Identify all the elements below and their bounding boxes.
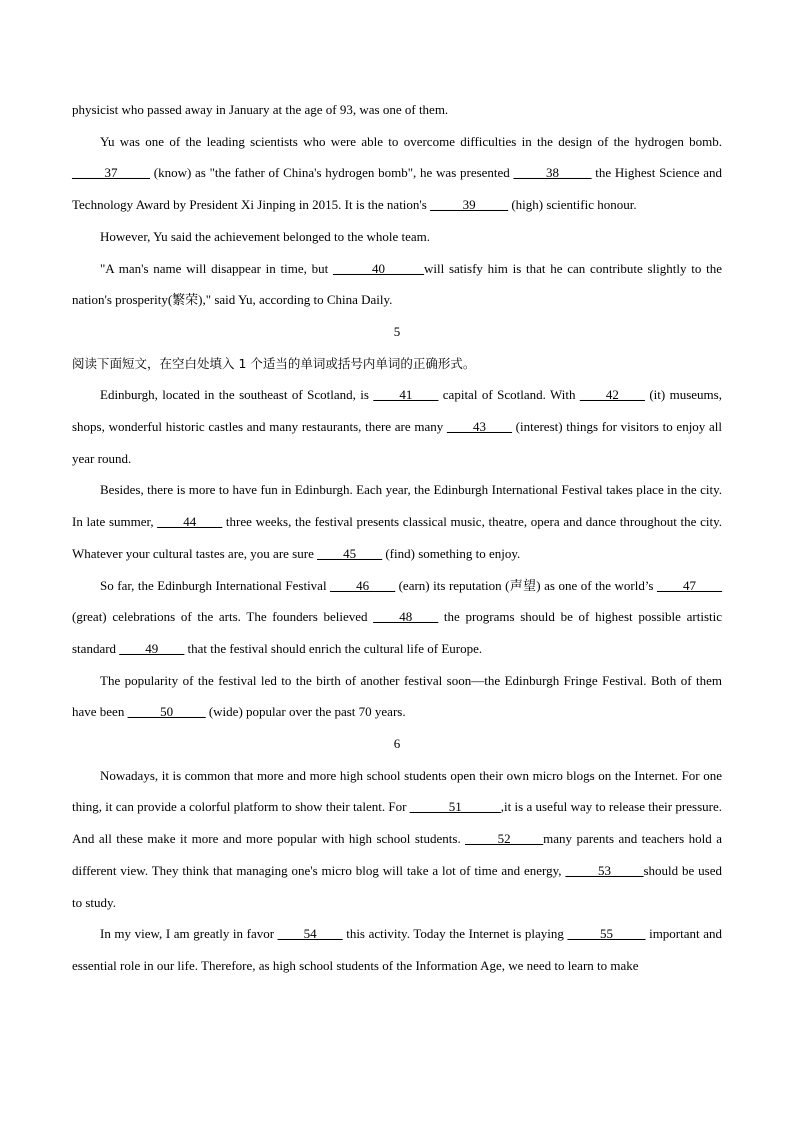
- blank-40[interactable]: ______40______: [332, 260, 424, 276]
- blank-49[interactable]: ____49____: [119, 640, 185, 656]
- blank-43[interactable]: ____43____: [446, 419, 512, 435]
- paragraph: physicist who passed away in January at the age of 93, was one of them.: [72, 102, 449, 117]
- blank-52[interactable]: _____52_____: [465, 831, 544, 847]
- blank-38[interactable]: _____38_____: [513, 165, 592, 181]
- blank-39[interactable]: _____39_____: [430, 197, 509, 213]
- paragraph: Besides, there is more to have fun in Edinburgh. Each year, the Edinburgh International Festival takes place in the city. In late summer, ____44____ three weeks, the festival presents classical music, theatre, opera and dance throughout the city. Whatever your cultural tastes are, you are sure ____45____ (find) something to enjoy.: [72, 482, 722, 561]
- paragraph: "A man's name will disappear in time, but ______40______will satisfy him is that he can contribute slightly to the nation's prosperity(繁荣)," said Yu, according to China Daily.: [72, 260, 722, 308]
- blank-53[interactable]: _____53_____: [565, 862, 644, 878]
- paragraph: So far, the Edinburgh International Festival ____46____ (earn) its reputation (声望) as one of the world’s ____47____ (great) celebrations of the arts. The founders believed ____48____ the programs should be of highest possible artistic standard ____49____ that the festival should enrich the cultural life of Europe.: [72, 577, 723, 656]
- instruction: 阅读下面短文，在空白处填入 1 个适当的单词或括号内单词的正确形式。: [72, 355, 476, 371]
- paragraph: The popularity of the festival led to the birth of another festival soon—the Edinburgh Fringe Festival. Both of them have been _____50_____ (wide) popular over the past 70 years.: [72, 672, 722, 720]
- paragraph: In my view, I am greatly in favor ____54____ this activity. Today the Internet is playing _____55_____ important and essential role in our life. Therefore, as high school students of the Information Age, we need to learn to make: [72, 926, 722, 973]
- section-number: 5: [393, 323, 401, 339]
- paragraph: Yu was one of the leading scientists who were able to overcome difficulties in the design of the hydrogen bomb. _____37_____ (know) as "the father of China's hydrogen bomb", he was presented _____38_____ the Highest Science and Technology Award by President Xi Jinping in 2015. It is the nation's _____39_____ (high) scientific honour.: [72, 133, 722, 213]
- paragraph: Nowadays, it is common that more and more high school students open their own micro blogs on the Internet. For one thing, it can provide a colorful platform to show their talent. For ______51______,it is a useful way to release their pressure. And all these make it more and more popular with high school students. _____52_____many parents and teachers hold a different view. They think that managing one's micro blog will take a lot of time and energy, _____53_____should be used to study.: [72, 767, 722, 910]
- paragraph: However, Yu said the achievement belonged to the whole team.: [100, 228, 431, 244]
- section-number: 6: [393, 736, 401, 752]
- blank-47[interactable]: ____47____: [657, 577, 723, 593]
- blank-51[interactable]: ______51______: [409, 799, 501, 815]
- blank-50[interactable]: _____50_____: [127, 704, 206, 720]
- blank-54[interactable]: ____54____: [277, 926, 343, 942]
- blank-42[interactable]: ____42____: [579, 387, 645, 403]
- blank-46[interactable]: ____46____: [330, 577, 396, 593]
- document-page: [72, 94, 722, 982]
- blank-41[interactable]: ____41____: [373, 387, 439, 403]
- blank-44[interactable]: ____44____: [157, 514, 223, 530]
- paragraph: Edinburgh, located in the southeast of Scotland, is ____41____ capital of Scotland. With ____42____ (it) museums, shops, wonderful historic castles and many restaurants, there are many ____43____ (interest) things for visitors to enjoy all year round.: [72, 387, 722, 466]
- blank-55[interactable]: _____55_____: [567, 926, 646, 942]
- blank-48[interactable]: ____48____: [373, 609, 439, 625]
- blank-37[interactable]: _____37_____: [72, 165, 150, 181]
- blank-45[interactable]: ____45____: [317, 545, 383, 561]
